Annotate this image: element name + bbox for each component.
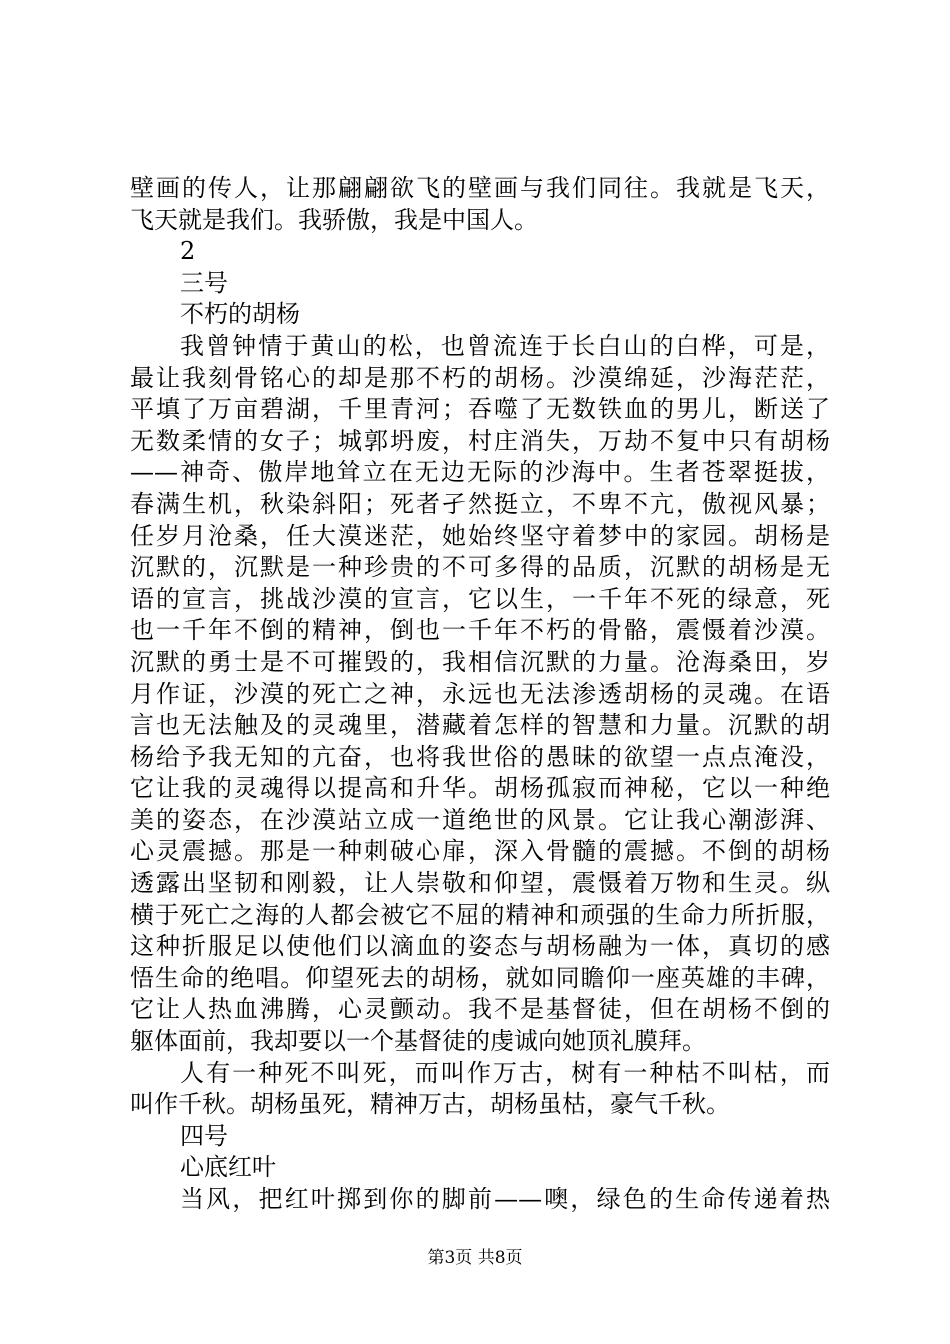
text-line: 春满生机，秋染斜阳；死者孑然挺立，不卑不亢，傲视风暴； [130,489,830,518]
text-line: 沉默的，沉默是一种珍贵的不可多得的品质，沉默的胡杨是无 [130,553,830,582]
section-title: 心底红叶 [180,1153,276,1182]
text-line: 沉默的勇士是不可摧毁的，我相信沉默的力量。沧海桑田，岁 [130,647,830,676]
text-line: 横于死亡之海的人都会被它不屈的精神和顽强的生命力所折服， [130,900,830,929]
text-line: 叫作千秋。胡杨虽死，精神万古，胡杨虽枯，豪气千秋。 [130,1090,730,1119]
text-line: 这种折服足以使他们以滴血的姿态与胡杨融为一体，真切的感 [130,932,830,961]
text-line: 言也无法触及的灵魂里，潜藏着怎样的智慧和力量。沉默的胡 [130,711,830,740]
page-footer: 第3页 共8页 [427,1248,523,1268]
text-line: 杨给予我无知的亢奋，也将我世俗的愚昧的欲望一点点淹没， [130,742,830,771]
text-line: 它让人热血沸腾，心灵颤动。我不是基督徒，但在胡杨不倒的 [130,995,830,1024]
text-line: 美的姿态，在沙漠站立成一道绝世的风景。它让我心潮澎湃、 [130,805,830,834]
text-line: 躯体面前，我却要以一个基督徒的虔诚向她顶礼膜拜。 [130,1027,706,1056]
section-title: 不朽的胡杨 [180,300,300,329]
text-line: 平填了万亩碧湖，千里青河；吞噬了无数铁血的男儿，断送了 [130,395,830,424]
text-line: 它让我的灵魂得以提高和升华。胡杨孤寂而神秘，它以一种绝 [130,774,830,803]
text-line: 飞天就是我们。我骄傲，我是中国人。 [130,205,538,234]
text-line: 人有一种死不叫死，而叫作万古，树有一种枯不叫枯，而 [180,1058,830,1087]
text-line: 无数柔情的女子；城郭坍废，村庄消失，万劫不复中只有胡杨 [130,426,830,455]
text-line: 也一千年不倒的精神，倒也一千年不朽的骨骼，震慑着沙漠。 [130,616,830,645]
text-line: 心灵震撼。那是一种刺破心扉，深入骨髓的震撼。不倒的胡杨 [130,837,830,866]
text-line: ——神奇、傲岸地耸立在无边无际的沙海中。生者苍翠挺拔， [130,458,830,487]
text-line: 悟生命的绝唱。仰望死去的胡杨，就如同瞻仰一座英雄的丰碑， [130,963,830,992]
page-number-marker: 2 [180,237,196,266]
text-line: 任岁月沧桑，任大漠迷茫，她始终坚守着梦中的家园。胡杨是 [130,521,830,550]
speaker-label: 四号 [180,1121,228,1150]
text-line: 语的宣言，挑战沙漠的宣言，它以生，一千年不死的绿意，死 [130,584,830,613]
text-line: 壁画的传人，让那翩翩欲飞的壁画与我们同往。我就是飞天， [130,174,830,202]
speaker-label: 三号 [180,268,228,297]
text-line: 我曾钟情于黄山的松，也曾流连于长白山的白桦，可是， [180,331,830,360]
text-line: 最让我刻骨铭心的却是那不朽的胡杨。沙漠绵延，沙海茫茫， [130,363,830,392]
text-line: 月作证，沙漠的死亡之神，永远也无法渗透胡杨的灵魂。在语 [130,679,830,708]
text-line: 当风，把红叶掷到你的脚前——噢，绿色的生命传递着热 [180,1185,830,1213]
body-text [130,173,830,1216]
text-line: 透露出坚韧和刚毅，让人崇敬和仰望，震慑着万物和生灵。纵 [130,869,830,898]
